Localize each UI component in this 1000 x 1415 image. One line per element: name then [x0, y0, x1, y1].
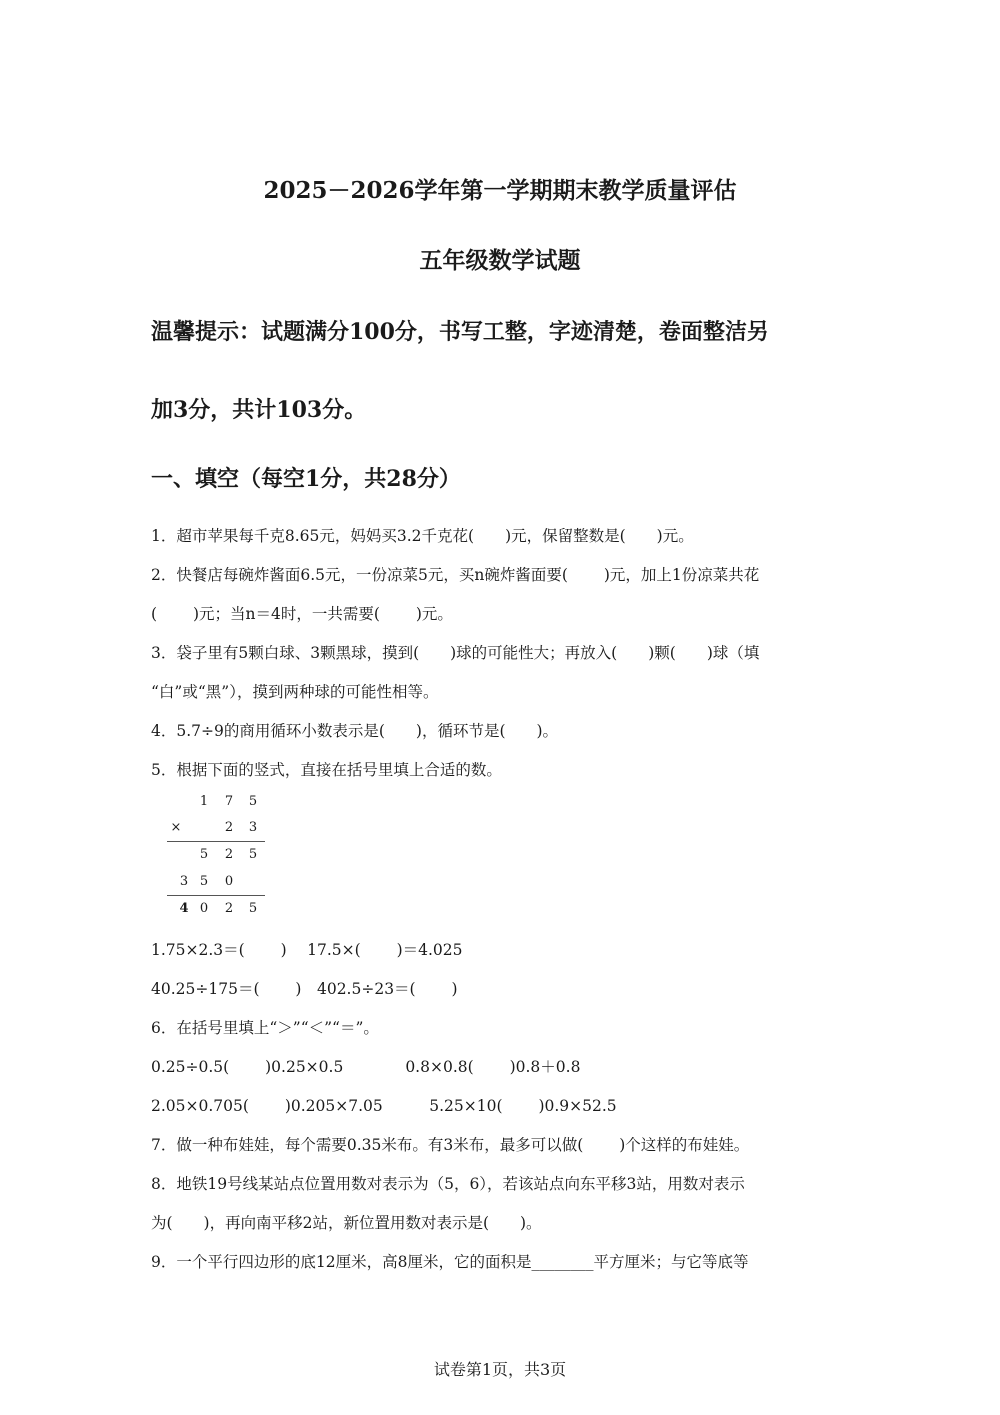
digit: 0 — [199, 901, 209, 916]
question-6: 6．在括号里填上“＞”“＜”“＝”。 — [151, 1019, 379, 1037]
question-2-line-1: 2．快餐店每碗炸酱面6.5元，一份凉菜5元，买n碗炸酱面要( )元，加上1份凉菜共花 — [151, 566, 760, 584]
question-5-row-b: 40.25÷175＝( ) 402.5÷23＝( ) — [151, 980, 458, 998]
digit: 0 — [224, 874, 234, 889]
exam-title: 2025－2026学年第一学期期末教学质量评估 — [263, 177, 737, 204]
digit: 5 — [248, 794, 258, 809]
notice-line-1: 温馨提示：试题满分100分，书写工整，字迹清楚，卷面整洁另 — [151, 319, 769, 345]
vertical-multiplication — [167, 788, 267, 923]
divider-line — [167, 841, 265, 842]
question-8-line-2: 为( )，再向南平移2站，新位置用数对表示是( )。 — [151, 1214, 542, 1232]
page-footer: 试卷第1页，共3页 — [433, 1360, 567, 1379]
question-8-line-1: 8．地铁19号线某站点位置用数对表示为（5，6），若该站点向东平移3站，用数对表示 — [151, 1175, 745, 1193]
question-1: 1．超市苹果每千克8.65元，妈妈买3.2千克花( )元，保留整数是( )元。 — [151, 527, 694, 545]
digit: 1 — [199, 794, 209, 809]
digit: 3 — [179, 874, 189, 889]
digit: 2 — [224, 847, 234, 862]
section-heading: 一、填空（每空1分，共28分） — [151, 466, 461, 492]
digit: 2 — [224, 820, 234, 835]
question-6-row-a: 0.25÷0.5( )0.25×0.5 0.8×0.8( )0.8＋0.8 — [151, 1058, 581, 1076]
divider-line — [167, 895, 265, 896]
digit: 5 — [248, 901, 258, 916]
digit: 4 — [179, 901, 189, 916]
digit: 5 — [199, 874, 209, 889]
notice-line-2: 加3分，共计103分。 — [151, 397, 367, 423]
question-2-line-2: ( )元；当n＝4时，一共需要( )元。 — [151, 605, 453, 623]
question-4: 4．5.7÷9的商用循环小数表示是( )，循环节是( )。 — [151, 722, 559, 740]
question-6-row-b: 2.05×0.705( )0.205×7.05 5.25×10( )0.9×52.5 — [151, 1097, 617, 1115]
exam-subtitle: 五年级数学试题 — [419, 247, 581, 274]
question-9: 9．一个平行四边形的底12厘米，高8厘米，它的面积是________平方厘米；与它等底等 — [151, 1253, 749, 1271]
question-5: 5．根据下面的竖式，直接在括号里填上合适的数。 — [151, 761, 502, 779]
multiply-sign: × — [170, 820, 182, 835]
digit: 5 — [248, 847, 258, 862]
question-3-line-2: “白”或“黑”），摸到两种球的可能性相等。 — [151, 683, 439, 701]
question-7: 7．做一种布娃娃，每个需要0.35米布。有3米布，最多可以做( )个这样的布娃娃。 — [151, 1136, 750, 1154]
question-3-line-1: 3．袋子里有5颗白球、3颗黑球，摸到( )球的可能性大；再放入( )颗( )球（填 — [151, 644, 760, 662]
digit: 7 — [224, 794, 234, 809]
digit: 5 — [199, 847, 209, 862]
digit: 3 — [248, 820, 258, 835]
digit: 2 — [224, 901, 234, 916]
question-5-row-a: 1.75×2.3＝( ) 17.5×( )＝4.025 — [151, 941, 463, 959]
